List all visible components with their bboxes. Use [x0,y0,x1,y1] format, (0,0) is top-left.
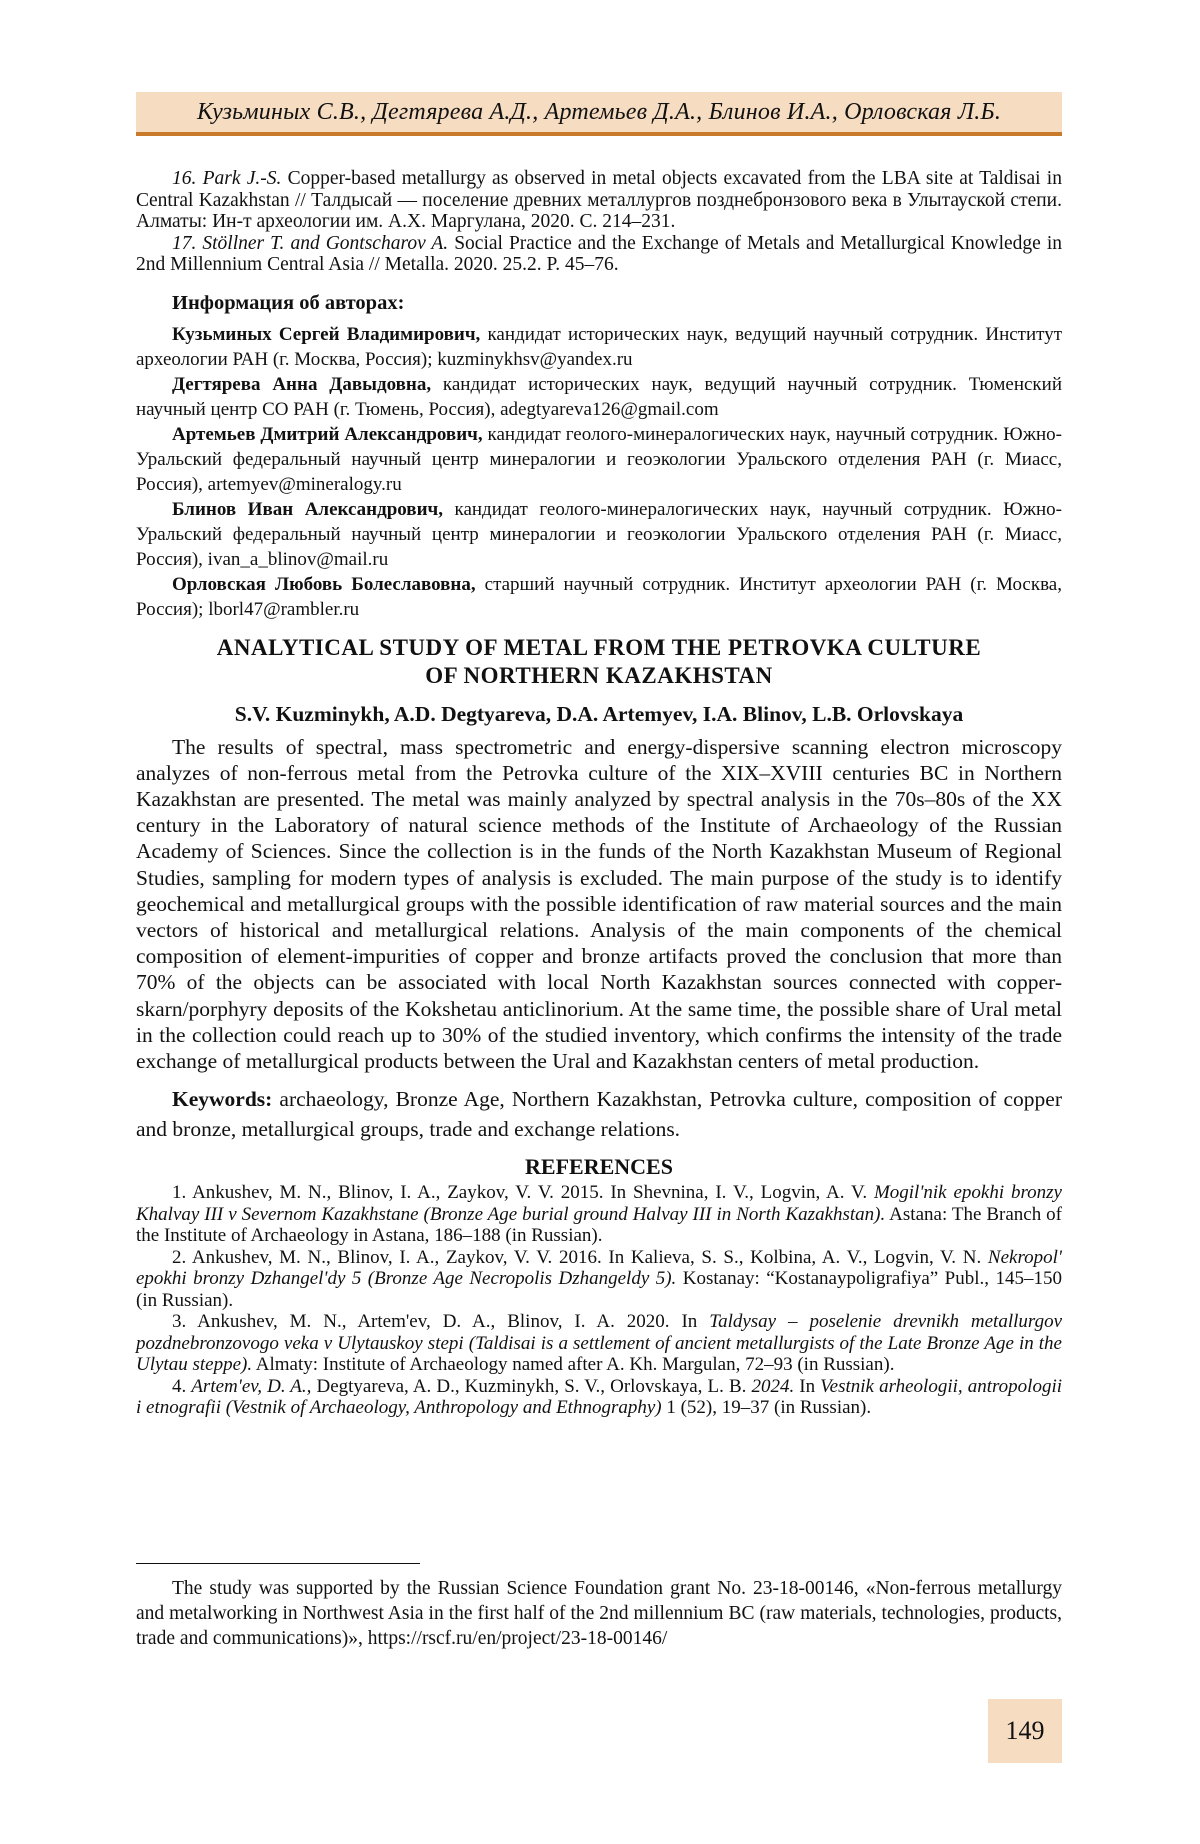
reference-year: 2024. [751,1376,794,1397]
page-content [136,168,1062,1419]
reference-text: 1 (52), 19–37 (in Russian). [662,1397,872,1418]
reference-text: Kostanay: “Kostanaypoligrafiya” Publ., 145–150 (in Russian). [136,1268,1062,1311]
reference-item [136,1311,1062,1376]
author-details: кандидат исторических наук, ведущий научный сотрудник. Институт археологии РАН (г. Москва, Россия); kuzminykhsv@yandex.ru [136,324,1062,370]
reference-item [136,1247,1062,1312]
reference-text: 2. Ankushev, M. N., Blinov, I. A., Zaykov, V. V. 2016. In Kalieva, S. S., Kolbina, A. V., Logvin, V. N. [172,1247,988,1268]
english-title-line-2: OF NORTHERN KAZAKHSTAN [425,663,773,688]
author-entry [136,372,1062,422]
running-header-band [136,92,1062,136]
reference-text: Astana: The Branch of the Institute of Archaeology in Astana, 186–188 (in Russian). [136,1204,1062,1247]
keywords-text: archaeology, Bronze Age, Northern Kazakhstan, Petrovka culture, composition of copper and bronze, metallurgical groups, trade and exchange relations. [136,1087,1062,1141]
reference-text: 1. Ankushev, M. N., Blinov, I. A., Zaykov, V. V. 2015. In Shevnina, I. V., Logvin, A. V. [172,1182,874,1203]
reference-title: Nekropol' epokhi bronzy Dzhangel'dy 5 (Bronze Age Necropolis Dzhangeldy 5). [136,1247,1062,1290]
reference-text: Degtyareva, A. D., Kuzminykh, S. V., Orlovskaya, L. B. [311,1376,751,1397]
prev-reference-16 [136,168,1062,233]
author-details: кандидат геолого-минералогических наук, научный сотрудник. Южно-Уральский федеральный научный центр минералогии и геоэкологии Уральского отделения РАН (г. Миасс, Россия), artemyev@mineralogy.ru [136,424,1062,495]
authors-info-heading: Информация об авторах: [136,290,1062,316]
prev-reference-text: Copper-based metallurgy as observed in metal objects excavated from the LBA site at Taldisai in Central Kazakhstan // Талдысай — поселение древних металлургов позднебронзового века в Улытауской степи. Алматы: Ин-т археологии им. А.Х. Маргулана, 2020. С. 214–231. [136,168,1062,232]
author-name: Артемьев Дмитрий Александрович, [172,424,483,445]
author-details: кандидат исторических наук, ведущий научный сотрудник. Тюменский научный центр СО РАН (г. Тюмень, Россия), adegtyareva126@gmail.com [136,374,1062,420]
reference-title: Taldysay – poselenie drevnikh metallurgov pozdnebronzovogo veka v Ulytauskoy stepi (Taldisai is a settlement of ancient metallurgists of the Late Bronze Age in the Ulytau steppe). [136,1311,1062,1375]
author-name: Блинов Иван Александрович, [172,499,443,520]
author-details: кандидат геолого-минералогических наук, научный сотрудник. Южно-Уральский федеральный научный центр минералогии и геоэкологии Уральского отделения РАН (г. Миасс, Россия), ivan_a_blinov@mail.ru [136,499,1062,570]
references-heading: REFERENCES [136,1152,1062,1182]
page-number-box [988,1699,1062,1763]
author-name: Кузьминых Сергей Владимирович, [172,324,480,345]
keywords [136,1084,1062,1144]
reference-text: 4. [172,1376,191,1397]
reference-author: Artem'ev, D. A., [191,1376,311,1397]
author-entry [136,497,1062,572]
footnote: The study was supported by the Russian Science Foundation grant No. 23-18-00146, «Non-ferrous metallurgy and metalworking in Northwest Asia in the first half of the 2nd millennium BC (raw materials, technologies, products, trade and communications)», https://rscf.ru/en/project/23-18-00146/ [136,1576,1062,1651]
journal-page [0,0,1200,1844]
author-entry [136,322,1062,372]
reference-text: Almaty: Institute of Archaeology named after A. Kh. Margulan, 72–93 (in Russian). [252,1354,894,1375]
reference-title: Vestnik arheologii, antropologii i etnografii (Vestnik of Archaeology, Anthropology and Ethnography) [136,1376,1062,1419]
english-authors: S.V. Kuzminykh, A.D. Degtyareva, D.A. Artemyev, I.A. Blinov, L.B. Orlovskaya [136,700,1062,728]
footnote-divider [136,1563,420,1564]
prev-reference-17 [136,233,1062,276]
english-abstract: The results of spectral, mass spectrometric and energy-dispersive scanning electron microscopy analyzes of non-ferrous metal from the Petrovka culture of the XIX–XVIII centuries BC in Northern Kazakhstan are presented. The metal was mainly analyzed by spectral analysis in the 70s–80s of the XX century in the Laboratory of natural science methods of the Institute of Archaeology of the Russian Academy of Sciences. Since the collection is in the funds of the North Kazakhstan Museum of Regional Studies, sampling for modern types of analysis is excluded. The main purpose of the study is to identify geochemical and metallurgical groups with the possible identification of raw material sources and the main vectors of historical and metallurgical relations. Analysis of the main components of the chemical composition of element-impurities of copper and bronze artifacts proved the conclusion that more than 70% of the objects can be associated with local North Kazakhstan sources connected with copper-skarn/porphyry deposits of the Kokshetau anticlinorium. At the same time, the possible share of Ural metal in the collection could reach up to 30% of the studied inventory, which confirms the intensity of the trade exchange of metallurgical products between the Ural and Kazakhstan centers of metal production. [136,734,1062,1075]
author-name: Орловская Любовь Болеславовна, [172,574,476,595]
reference-item [136,1376,1062,1419]
running-header: Кузьминых С.В., Дегтярева А.Д., Артемьев Д.А., Блинов И.А., Орловская Л.Б. [136,92,1062,132]
author-entry [136,422,1062,497]
author-entry [136,572,1062,622]
reference-text: 3. Ankushev, M. N., Artem'ev, D. A., Blinov, I. A. 2020. In [172,1311,709,1332]
author-name: Дегтярева Анна Давыдовна, [172,374,431,395]
reference-text: In [794,1376,820,1397]
reference-title: Mogil'nik epokhi bronzy Khalvay III v Severnom Kazakhstane (Bronze Age burial ground Halvay III in North Kazakhstan). [136,1182,1062,1225]
prev-reference-author: 17. Stöllner T. and Gontscharov A. [172,233,448,254]
english-title [136,634,1062,690]
keywords-label: Keywords: [172,1087,272,1111]
prev-reference-author: 16. Park J.-S. [172,168,281,189]
reference-item [136,1182,1062,1247]
prev-reference-text: Social Practice and the Exchange of Metals and Metallurgical Knowledge in 2nd Millennium Central Asia // Metalla. 2020. 25.2. P. 45–76. [136,233,1062,276]
english-title-line-1: ANALYTICAL STUDY OF METAL FROM THE PETROVKA CULTURE [217,635,981,660]
author-details: старший научный сотрудник. Институт археологии РАН (г. Москва, Россия); lborl47@rambler.ru [136,574,1062,620]
page-number: 149 [988,1699,1062,1763]
